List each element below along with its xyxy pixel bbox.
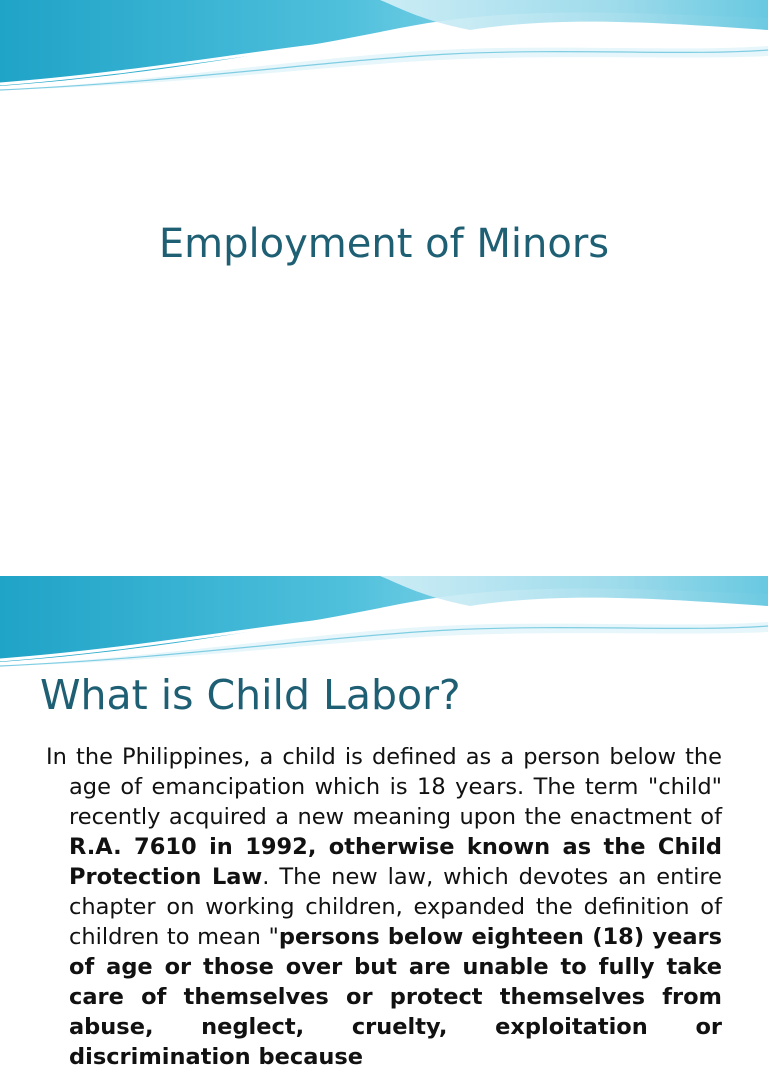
paragraph-bold-2: persons below eighteen (18) years of age or those over but are unable to fully take care of themselves or protect themselves from abuse, neglect, cruelty, exploitation or discrimination because	[69, 924, 723, 1070]
paragraph-text-1: In the Philippines, a child is defined as a person below the age of emancipation which is 18 years. The term "child" recently acquired a new meaning upon the enactment of	[46, 744, 722, 830]
paragraph-bold-1: R.A. 7610 in 1992, otherwise known as the Child Protection Law	[69, 834, 722, 890]
slide-heading: What is Child Labor?	[40, 671, 461, 719]
header-wave-decoration	[0, 0, 768, 90]
paragraph-text-2: . The new law, which devotes an entire chapter on working children, expanded the definition of children to mean "	[69, 864, 722, 950]
body-paragraph	[46, 742, 722, 1072]
slide-title-text: Employment of Minors	[158, 221, 610, 267]
header-wave-decoration	[0, 576, 768, 666]
slide-child-labor	[0, 576, 768, 1070]
